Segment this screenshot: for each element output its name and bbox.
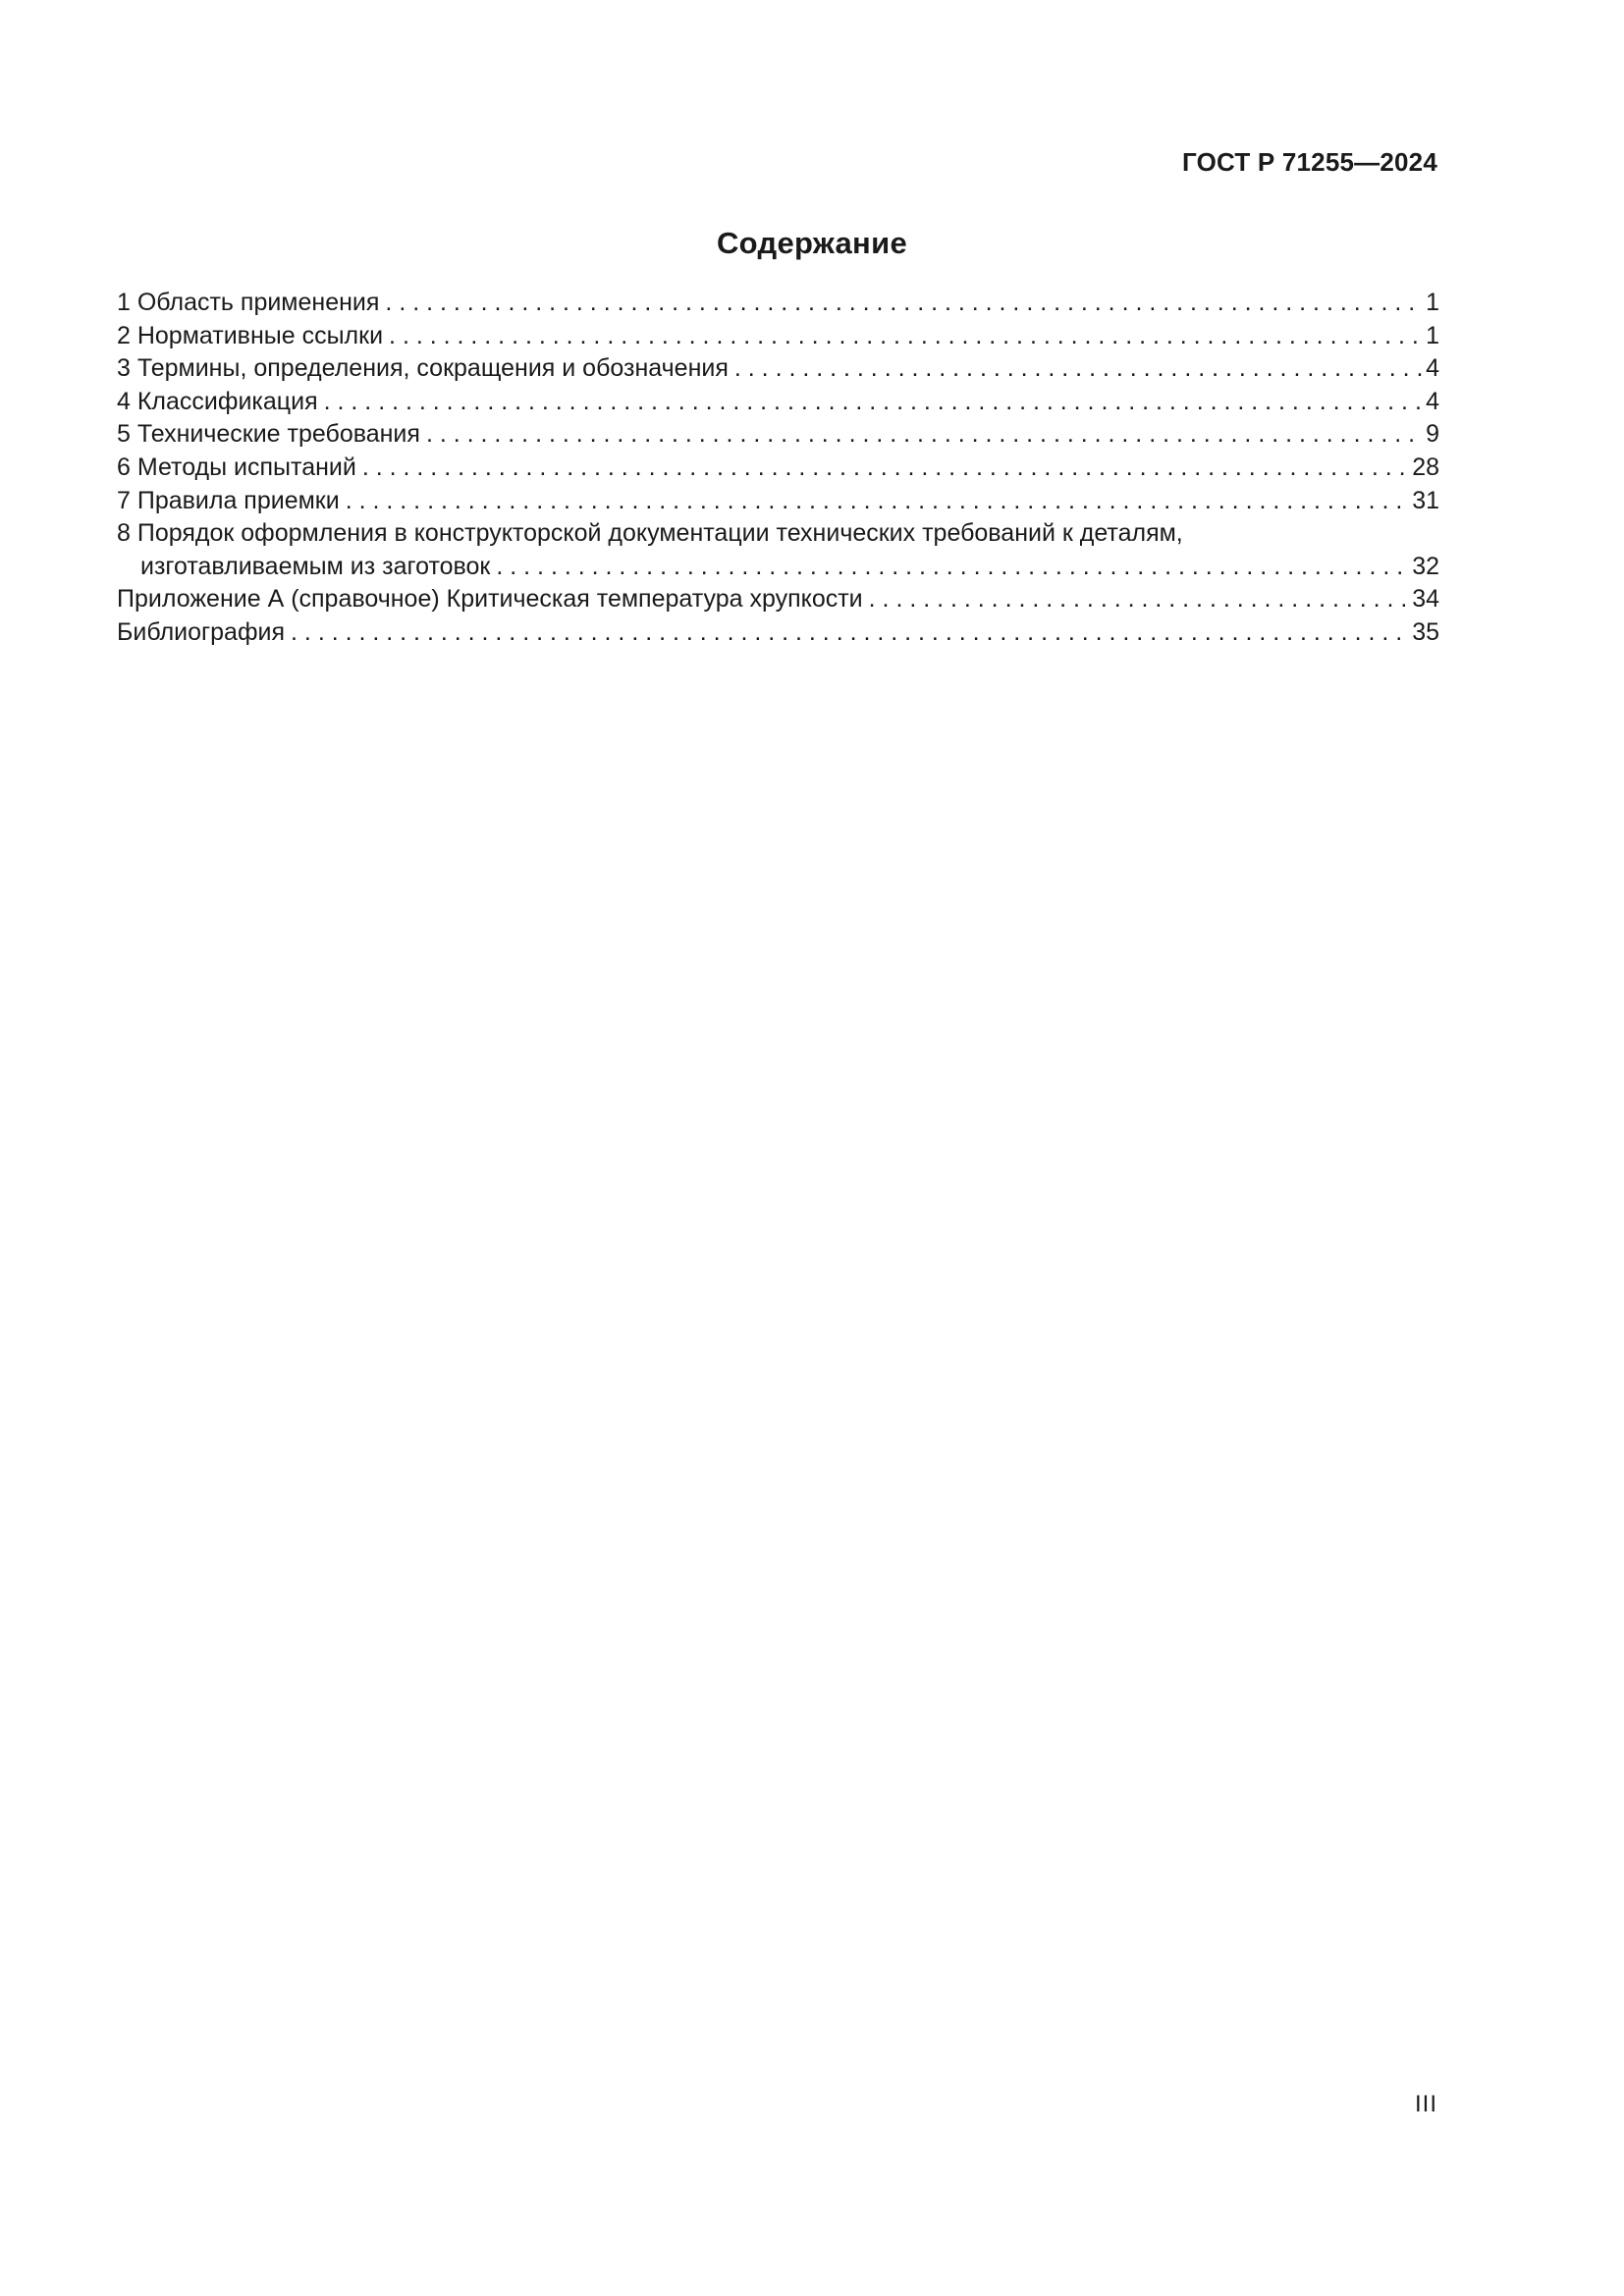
dot-leader [389, 320, 1423, 353]
toc-entry-page: 4 [1426, 354, 1439, 383]
toc-entry-title: 1 Область применения [117, 289, 380, 316]
toc-entry-bibliography[interactable] [117, 616, 1439, 650]
toc-entry-title: 7 Правила приемки [117, 486, 340, 514]
toc-entry-title: 4 Классификация [117, 387, 318, 415]
dot-leader [496, 551, 1409, 584]
dot-leader [734, 352, 1423, 386]
toc-entry-scope[interactable] [117, 287, 1439, 320]
toc-entry-normative-references[interactable] [117, 320, 1439, 353]
toc-entry-title: 3 Термины, определения, сокращения и обозначения [117, 354, 729, 383]
toc-entry-page: 4 [1426, 387, 1439, 415]
toc-entry-title: 6 Методы испытаний [117, 453, 356, 481]
toc-entry-title: Библиография [117, 617, 286, 646]
toc-entry-title: Приложение А (справочное) Критическая температура хрупкости [117, 585, 863, 614]
toc-entry-appendix-a[interactable] [117, 583, 1439, 616]
dot-leader [426, 418, 1423, 452]
toc-entry-documentation-procedure[interactable] [117, 517, 1439, 583]
toc-entry-terms[interactable] [117, 352, 1439, 386]
toc-entry-page: 34 [1412, 585, 1439, 614]
toc-entry-title-line2: изготавливаемым из заготовок [140, 552, 491, 580]
dot-leader [324, 386, 1423, 419]
toc-entry-page: 31 [1412, 486, 1439, 514]
dot-leader [291, 616, 1409, 650]
toc-title: Содержание [717, 226, 907, 260]
toc-entry-page: 32 [1412, 552, 1439, 580]
toc-entry-technical-requirements[interactable] [117, 418, 1439, 452]
dot-leader [362, 452, 1409, 485]
toc-entry-page: 1 [1426, 321, 1439, 349]
toc-entry-test-methods[interactable] [117, 452, 1439, 485]
toc-entry-title: 2 Нормативные ссылки [117, 321, 384, 349]
toc-entry-classification[interactable] [117, 386, 1439, 419]
document-code: ГОСТ Р 71255—2024 [1182, 147, 1437, 177]
page-number: III [1414, 2091, 1437, 2117]
toc-entry-title-line1: 8 Порядок оформления в конструкторской документации технических требований к деталям, [117, 519, 1183, 548]
toc-entry-title: 5 Технические требования [117, 420, 420, 449]
dot-leader [869, 583, 1410, 616]
dot-leader [385, 287, 1423, 320]
toc-entry-page: 35 [1412, 617, 1439, 646]
dot-leader [346, 485, 1409, 518]
toc-entry-acceptance-rules[interactable] [117, 485, 1439, 518]
toc-entry-page: 28 [1412, 453, 1439, 481]
table-of-contents [117, 287, 1439, 650]
toc-entry-page: 1 [1426, 289, 1439, 316]
toc-entry-page: 9 [1426, 420, 1439, 449]
